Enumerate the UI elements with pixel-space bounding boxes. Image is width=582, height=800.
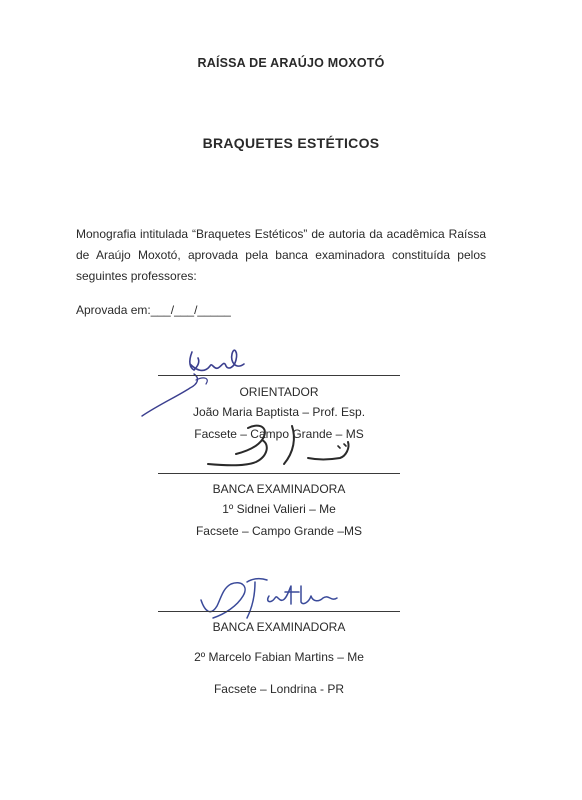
approval-statement: Monografia intitulada “Braquetes Estéticos” de autoria da acadêmica Raíssa de Araújo Moxotó, aprovada pela banca examinadora constituída pelos seguintes professores: (76, 227, 486, 283)
committee-role: ORIENTADOR (239, 385, 319, 399)
signature-line-advisor (158, 375, 400, 376)
committee-member-institution: Facsete – Londrina - PR (213, 682, 345, 696)
committee-member-name: João Maria Baptista – Prof. Esp. (192, 405, 366, 419)
author-name: RAÍSSA DE ARAÚJO MOXOTÓ (197, 56, 385, 70)
committee-block-examiner-2 (158, 618, 400, 698)
monograph-title: BRAQUETES ESTÉTICOS (202, 135, 380, 151)
committee-member-name: 2º Marcelo Fabian Martins – Me (194, 650, 364, 664)
committee-role: BANCA EXAMINADORA (212, 620, 346, 634)
committee-member-name: 1º Sidnei Valieri – Me (222, 502, 336, 516)
committee-block-examiner-1 (158, 480, 400, 542)
examiner-1-signature (200, 418, 370, 478)
signature-line-examiner-1 (158, 473, 400, 474)
committee-role: BANCA EXAMINADORA (212, 482, 346, 496)
committee-member-institution: Facsete – Campo Grande –MS (195, 524, 363, 538)
signature-line-examiner-2 (158, 611, 400, 612)
committee-member-institution: Facsete – Campo Grande – MS (194, 427, 364, 441)
approval-date-field: Aprovada em:___/___/_____ (76, 303, 231, 317)
